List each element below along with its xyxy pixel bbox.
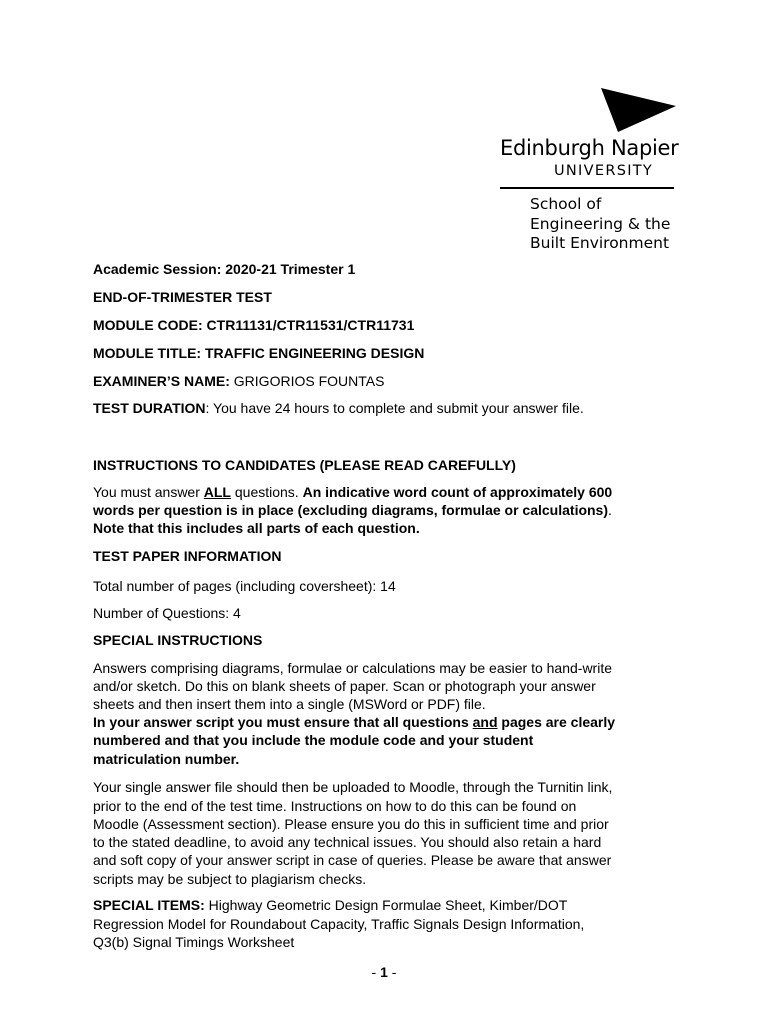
instructions-text: You must answer: [93, 484, 204, 500]
special-items-text: Highway Geometric Design Formulae Sheet, Kimber/DOT: [204, 897, 568, 913]
special-line: Answers comprising diagrams, formulae or calculations may be easier to hand-write: [93, 660, 612, 676]
examiner-label: EXAMINER’S NAME:: [93, 373, 230, 389]
number-of-questions: Number of Questions: 4: [93, 605, 241, 621]
university-logo: [498, 86, 678, 256]
test-duration-line: [93, 399, 584, 418]
special-instructions-heading: SPECIAL INSTRUCTIONS: [93, 632, 263, 648]
logo-divider: [500, 187, 674, 189]
special-items-label: SPECIAL ITEMS:: [93, 897, 205, 913]
logo-name: Edinburgh Napier: [500, 136, 679, 160]
logo-school-line: School of: [530, 195, 602, 213]
upload-line: scripts may be subject to plagiarism checks.: [93, 871, 367, 887]
upload-line: Your single answer file should then be uploaded to Moodle, through the Turnitin link,: [93, 779, 613, 795]
module-code: MODULE CODE: CTR11131/CTR11531/CTR11731: [93, 317, 415, 333]
instructions-text: questions.: [230, 484, 303, 500]
special-line: matriculation number.: [93, 751, 240, 767]
page-number-value: 1: [380, 964, 388, 980]
academic-session: Academic Session: 2020-21 Trimester 1: [93, 261, 356, 277]
logo-university: UNIVERSITY: [554, 163, 654, 179]
special-text: In your answer script you must ensure that all questions: [93, 714, 473, 730]
paper-info-heading: TEST PAPER INFORMATION: [93, 548, 282, 564]
module-title: MODULE TITLE: TRAFFIC ENGINEERING DESIGN: [93, 345, 425, 361]
examiner-name: GRIGORIOS FOUNTAS: [229, 373, 385, 389]
upload-line: prior to the end of the test time. Instructions on how to do this can be found on: [93, 798, 577, 814]
instructions-line: [93, 501, 612, 520]
examiner-name-line: [93, 372, 384, 391]
upload-line: and soft copy of your answer script in case of queries. Please be aware that answer: [93, 852, 612, 868]
upload-line: to the stated deadline, to avoid any technical issues. You should also retain a hard: [93, 834, 602, 850]
instructions-line: Note that this includes all parts of each question.: [93, 520, 420, 536]
logo-school-line: Engineering & the: [530, 214, 671, 233]
special-text: pages are clearly: [497, 714, 616, 730]
logo-school-name: [530, 195, 670, 254]
word-count-note: words per question is in place (excluding diagrams, formulae or calculations): [93, 502, 609, 518]
page-number-dash: -: [371, 964, 381, 980]
special-line: and/or sketch. Do this on blank sheets of paper. Scan or photograph your answer: [93, 678, 596, 694]
duration-label: TEST DURATION: [93, 400, 206, 416]
special-line: sheets and then insert them into a single (MSWord or PDF) file.: [93, 696, 486, 712]
special-line: numbered and that you include the module code and your student: [93, 732, 534, 748]
duration-text: : You have 24 hours to complete and submit your answer file.: [205, 400, 584, 416]
logo-school-line: Built Environment: [530, 234, 670, 252]
instructions-text: .: [608, 502, 612, 518]
upload-line: Moodle (Assessment section). Please ensure you do this in sufficient time and prior: [93, 816, 609, 832]
page-number-dash: -: [387, 964, 397, 980]
special-line: [93, 713, 615, 732]
special-items-line: Q3(b) Signal Timings Worksheet: [93, 934, 295, 950]
special-items-line: [93, 896, 567, 915]
test-type: END-OF-TRIMESTER TEST: [93, 289, 272, 305]
instructions-heading: INSTRUCTIONS TO CANDIDATES (PLEASE READ CAREFULLY): [93, 457, 516, 473]
special-items-line: Regression Model for Roundabout Capacity, Traffic Signals Design Information,: [93, 916, 585, 932]
total-pages: Total number of pages (including coversheet): 14: [93, 578, 396, 594]
logo-triangle-icon: [598, 86, 678, 134]
and-emphasis: and: [472, 714, 498, 730]
word-count-note: An indicative word count of approximately 600: [302, 484, 613, 500]
all-emphasis: ALL: [203, 484, 231, 500]
page-number: [0, 964, 768, 980]
instructions-line: [93, 483, 612, 502]
